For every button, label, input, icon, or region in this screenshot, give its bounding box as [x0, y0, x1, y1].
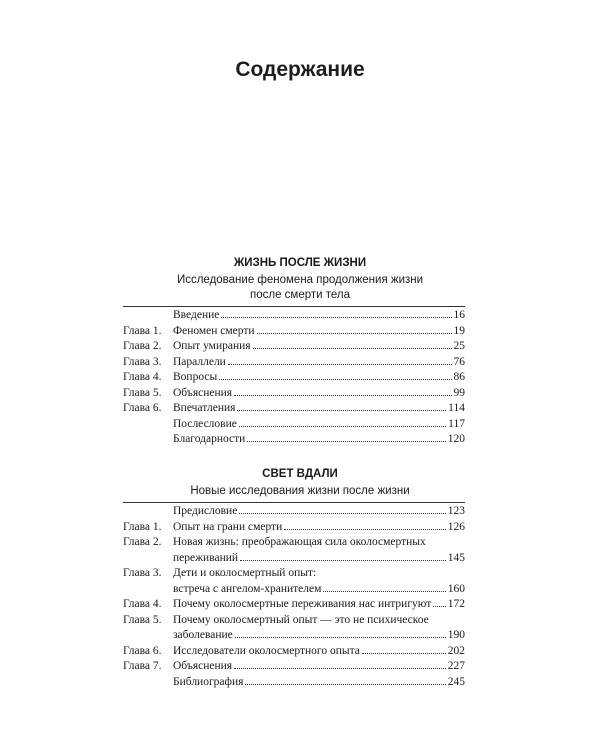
toc-chapter-label: Глава 6.	[123, 644, 162, 657]
toc-page-number: 16	[453, 309, 465, 321]
toc-page-number: 190	[447, 629, 465, 641]
toc-entry-title: Феномен смерти	[173, 324, 255, 337]
toc-entry	[123, 324, 465, 340]
toc-entry-title: Послесловие	[173, 417, 237, 430]
toc-entry-title: Объяснения	[173, 660, 233, 672]
dot-leader	[433, 606, 445, 607]
toc-entry-title: Библиография	[173, 675, 244, 688]
toc-entry	[123, 308, 465, 324]
toc-chapter-label: Глава 4.	[123, 598, 162, 610]
toc-page-number: 126	[447, 520, 465, 533]
toc-entry-title: Предисловие	[173, 505, 238, 517]
toc-entry	[123, 566, 465, 582]
toc-chapter-label: Глава 7.	[123, 660, 162, 672]
toc-page-number: 86	[453, 371, 465, 383]
toc-entry-title: Вопросы	[173, 371, 218, 383]
section-subtitle	[0, 484, 600, 499]
toc-entry	[123, 535, 465, 551]
toc-chapter-label: Глава 5.	[123, 386, 162, 399]
toc-chapter-label: Глава 2.	[123, 340, 162, 352]
dot-leader	[235, 637, 446, 638]
toc-entry	[123, 386, 465, 402]
toc-page-number: 202	[447, 644, 465, 657]
toc-entry	[123, 339, 465, 355]
toc-entry	[123, 504, 465, 520]
toc-page-number: 117	[448, 417, 465, 430]
dot-leader	[257, 333, 452, 334]
dot-leader	[234, 395, 451, 396]
toc-page-number: 160	[447, 582, 465, 595]
toc-entry	[123, 551, 465, 567]
toc-list	[123, 308, 465, 448]
dot-leader	[239, 426, 446, 427]
toc-page-number: 76	[453, 355, 465, 368]
dot-leader	[253, 348, 452, 349]
toc-entry	[123, 675, 465, 691]
subtitle-line: Исследование феномена продолжения жизни	[176, 274, 424, 286]
toc-page-number: 123	[447, 505, 465, 517]
toc-entry-title: Параллели	[173, 355, 226, 368]
toc-entry-title: Почему околосмертные переживания нас интригуют	[173, 598, 432, 610]
toc-entry	[123, 659, 465, 675]
subtitle-line: Новые исследования жизни после жизни	[190, 485, 410, 497]
toc-entry	[123, 417, 465, 433]
toc-entry-title: Исследователи околосмертного опыта	[173, 644, 360, 657]
toc-entry-title: Новая жизнь: преображающая сила околосмертных	[173, 536, 426, 548]
toc-entry	[123, 370, 465, 386]
dot-leader	[247, 441, 445, 442]
toc-chapter-label: Глава 2.	[123, 536, 162, 548]
toc-entry-title: Объяснения	[173, 386, 233, 399]
toc-chapter-label: Глава 5.	[123, 613, 162, 626]
dot-leader	[237, 410, 446, 411]
toc-page-number: 227	[447, 660, 465, 672]
section-heading: СВЕТ ВДАЛИ	[262, 468, 338, 480]
toc-entry-title: переживаний	[173, 551, 239, 564]
section-subtitle	[0, 273, 600, 303]
toc-chapter-label: Глава 4.	[123, 371, 162, 383]
toc-page-number: 19	[453, 324, 465, 337]
dot-leader	[219, 379, 451, 380]
toc-entry-title: Почему околосмертный опыт — это не психическое	[173, 613, 429, 626]
toc-chapter-label: Глава 3.	[123, 355, 162, 368]
subtitle-line: после смерти тела	[249, 289, 350, 301]
toc-entry-title: Опыт умирания	[173, 340, 251, 352]
toc-chapter-label: Глава 1.	[123, 520, 162, 533]
toc-page-number: 25	[453, 340, 465, 352]
toc-entry	[123, 644, 465, 660]
toc-list	[123, 504, 465, 690]
toc-entry	[123, 355, 465, 371]
toc-page-number: 99	[453, 386, 465, 399]
dot-leader	[234, 668, 446, 669]
toc-chapter-label: Глава 1.	[123, 324, 162, 337]
toc-chapter-label: Глава 6.	[123, 402, 162, 414]
dot-leader	[221, 317, 451, 318]
toc-entry-title: заболевание	[173, 629, 233, 641]
toc-entry	[123, 597, 465, 613]
section-divider	[123, 502, 465, 503]
page-title: Содержание	[235, 58, 365, 81]
toc-page-number: 245	[447, 675, 465, 688]
toc-entry	[123, 401, 465, 417]
toc-entry-title: Благодарности	[173, 433, 246, 445]
toc-entry	[123, 582, 465, 598]
section-heading: ЖИЗНЬ ПОСЛЕ ЖИЗНИ	[233, 257, 367, 269]
toc-entry	[123, 628, 465, 644]
toc-page-number: 114	[448, 402, 465, 414]
toc-entry	[123, 613, 465, 629]
toc-entry-title: Впечатления	[173, 402, 236, 414]
dot-leader	[240, 560, 446, 561]
section-divider	[123, 306, 465, 307]
toc-page-number: 145	[447, 551, 465, 564]
toc-entry	[123, 432, 465, 448]
toc-entry-title: Дети и околосмертный опыт:	[173, 567, 317, 579]
toc-entry	[123, 520, 465, 536]
dot-leader	[228, 364, 452, 365]
toc-entry-title: встреча с ангелом-хранителем	[173, 582, 322, 595]
toc-entry-title: Введение	[173, 309, 220, 321]
dot-leader	[239, 513, 445, 514]
dot-leader	[245, 684, 445, 685]
dot-leader	[323, 591, 445, 592]
toc-page-number: 120	[447, 433, 465, 445]
toc-page-number: 172	[447, 598, 465, 610]
toc-entry-title: Опыт на грани смерти	[173, 520, 283, 533]
toc-chapter-label: Глава 3.	[123, 567, 162, 579]
dot-leader	[284, 529, 446, 530]
dot-leader	[362, 653, 446, 654]
